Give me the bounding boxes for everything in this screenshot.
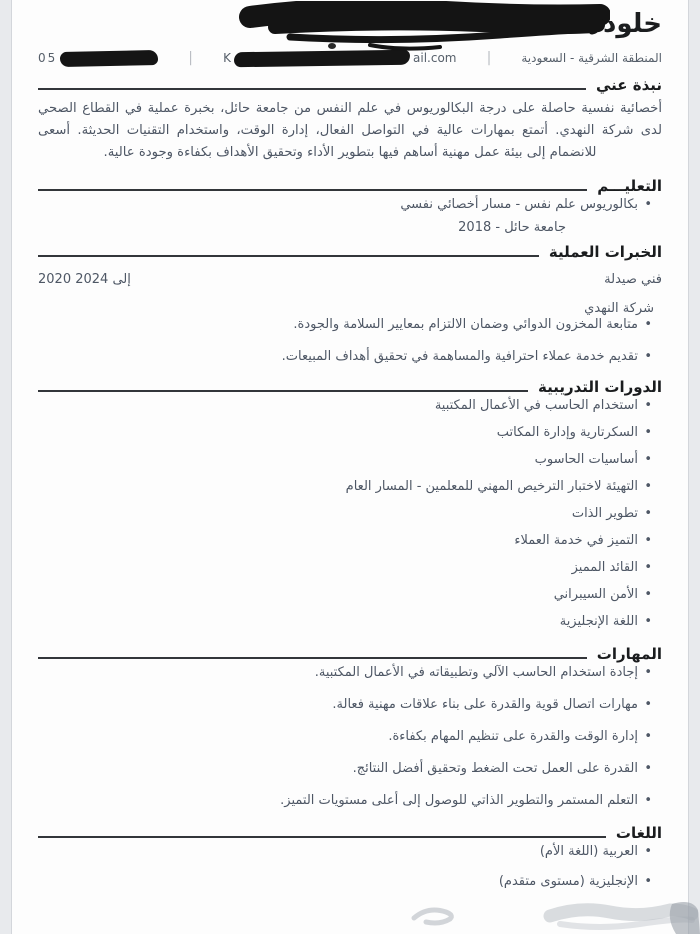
language-item: • الإنجليزية (مستوى متقدم) [38,873,652,891]
company-name: شركة النهدي [584,301,654,317]
location-text: المنطقة الشرقية - السعودية [521,51,662,65]
contact-divider: | [188,50,194,66]
section-title-experience: الخبرات العملية [548,243,662,262]
phone-prefix: 05 [38,51,58,65]
courses-list [38,397,662,631]
section-courses-header [38,378,662,397]
course-item: • اللغة الإنجليزية [38,613,652,631]
education-institution: جامعة حائل - 2018 [458,220,566,236]
language-item: • العربية (اللغة الأم) [38,843,652,861]
section-skills-header [38,645,662,664]
skill-item: • مهارات اتصال قوية والقدرة على بناء علاقات مهنية فعالة. [38,696,652,714]
course-item: • استخدام الحاسب في الأعمال المكتبية [38,397,652,415]
section-education-header [38,177,662,196]
education-list [38,196,662,214]
phone [38,51,158,66]
section-rule [38,189,587,190]
job-title: فني صيدلة [604,272,662,288]
section-rule [38,88,586,89]
course-item: • القائد المميز [38,559,652,577]
job-row [38,272,662,287]
skill-item: • التعلم المستمر والتطوير الذاتي للوصول إلى أعلى مستويات التميز. [38,792,652,810]
experience-bullet: • متابعة المخزون الدوائي وضمان الالتزام بمعايير السلامة والجودة. [38,316,652,334]
experience-bullets [38,316,662,366]
section-rule [38,657,587,658]
section-title-education: التعليـــم [597,177,662,196]
candidate-name: خلود [603,9,662,39]
course-item: • أساسيات الحاسوب [38,451,652,469]
header [38,4,662,46]
course-item: • التميز في خدمة العملاء [38,532,652,550]
scan-edge-left [0,0,12,934]
email-prefix: K [223,51,232,65]
section-rule [38,390,528,391]
skills-list [38,664,662,810]
section-rule [38,255,539,256]
course-item: • الأمن السيبراني [38,586,652,604]
course-item: • تطوير الذات [38,505,652,523]
email-suffix: ail.com [413,51,457,65]
section-rule [38,836,606,837]
section-experience-header [38,243,662,262]
course-item: • التهيئة لاختبار الترخيص المهني للمعلمين - المسار العام [38,478,652,496]
section-title-courses: الدورات التدريبية [537,378,662,397]
education-degree: • بكالوريوس علم نفس - مسار أخصائي نفسي [38,196,652,214]
course-item: • السكرتارية وإدارة المكاتب [38,424,652,442]
skill-item: • إجادة استخدام الحاسب الآلي وتطبيقاته في الأعمال المكتبية. [38,664,652,682]
contact-divider: | [486,50,492,66]
resume-page [12,0,688,934]
section-about-header [38,76,662,95]
about-paragraph: أخصائية نفسية حاصلة على درجة البكالوريوس في علم النفس من جامعة حائل، بخبرة عملية في القطاع الصحي لدى شركة النهدي. أتمتع بمهارات عالية في التواصل الفعال، إدارة الوقت، واستخدام التقنيات الحديثة. أسعى للانضمام إلى بيئة عمل مهنية أساهم فيها بتطوير الأداء وتحقيق الأهداف بكفاءة وجودة عالية. [38,101,662,160]
scan-edge-right [688,0,700,934]
languages-list [38,843,662,891]
section-title-about: نبذة عني [595,76,662,94]
section-title-skills: المهارات [596,645,662,664]
section-languages-header [38,824,662,843]
job-period: 2020 إلى 2024 [38,272,131,288]
section-title-languages: اللغات [615,824,662,843]
redaction-scribble-phone [60,49,158,66]
skill-item: • إدارة الوقت والقدرة على تنظيم المهام بكفاءة. [38,728,652,746]
redaction-scribble-name [220,1,610,53]
experience-bullet: • تقديم خدمة عملاء احترافية والمساهمة في تحقيق أهداف المبيعات. [38,348,652,366]
skill-item: • القدرة على العمل تحت الضغط وتحقيق أفضل النتائج. [38,760,652,778]
